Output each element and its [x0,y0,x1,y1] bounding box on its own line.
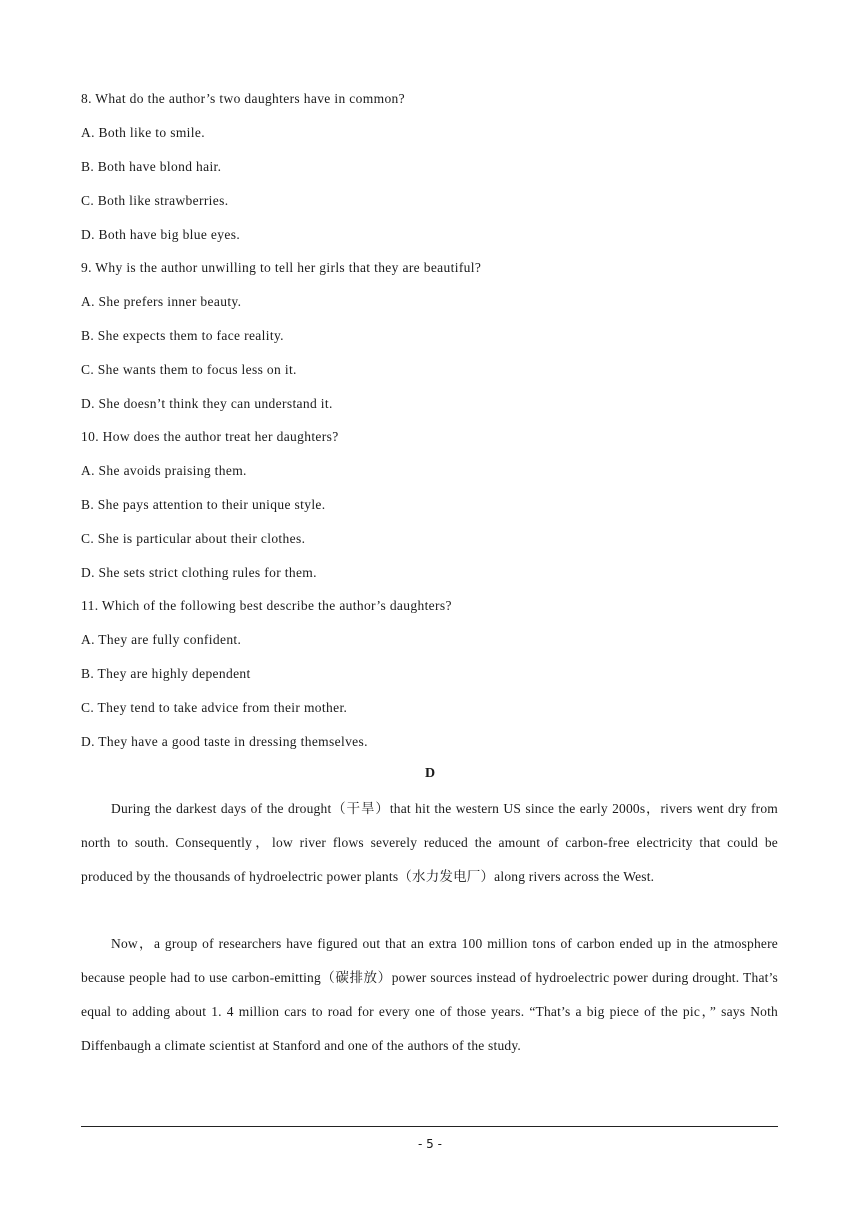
question-10-option-a: A. She avoids praising them. [81,463,247,478]
question-9-option-d: D. She doesn’t think they can understand it. [81,396,333,411]
question-8-option-a: A. Both like to smile. [81,125,205,140]
question-10-option-c: C. She is particular about their clothes. [81,531,306,546]
question-9-option-b: B. She expects them to face reality. [81,328,284,343]
question-10-option-b: B. She pays attention to their unique style. [81,497,326,512]
question-8-option-b: B. Both have blond hair. [81,159,222,174]
question-11-option-a: A. They are fully confident. [81,632,242,647]
question-9-option-a: A. She prefers inner beauty. [81,294,242,309]
question-10-option-d: D. She sets strict clothing rules for them. [81,565,317,580]
passage-paragraph-1: During the darkest days of the drought（干旱）that hit the western US since the early 2000s，rivers went dry from north to south. Consequently，low river flows severely reduced the amount of carbon-free electricity that could be produced by the thousands of hydroelectric power plants（水力发电厂）along rivers across the West. [81,801,778,884]
section-heading: D [424,766,436,781]
question-11-stem: 11. Which of the following best describe the author’s daughters? [81,598,452,613]
question-9-option-c: C. She wants them to focus less on it. [81,362,297,377]
question-8-option-d: D. Both have big blue eyes. [81,227,241,242]
question-8-stem: 8. What do the author’s two daughters have in common? [81,91,405,106]
question-9-stem: 9. Why is the author unwilling to tell her girls that they are beautiful? [81,260,482,275]
question-11-option-b: B. They are highly dependent [81,666,251,681]
footer-rule [81,1126,778,1127]
question-10-stem: 10. How does the author treat her daughters? [81,429,339,444]
question-11-option-d: D. They have a good taste in dressing themselves. [81,734,368,749]
passage-paragraph-2: Now，a group of researchers have figured out that an extra 100 million tons of carbon ended up in the atmosphere because people had to use carbon-emitting（碳排放）power sources instead of hydroelectric power during drought. That’s equal to adding about 1. 4 million cars to road for every one of those years. “That’s a big piece of the pic，” says Noth Diffenbaugh a climate scientist at Stanford and one of the authors of the study. [81,936,778,1053]
question-11-option-c: C. They tend to take advice from their mother. [81,700,348,715]
page-number: - 5 - [418,1137,442,1151]
question-8-option-c: C. Both like strawberries. [81,193,229,208]
